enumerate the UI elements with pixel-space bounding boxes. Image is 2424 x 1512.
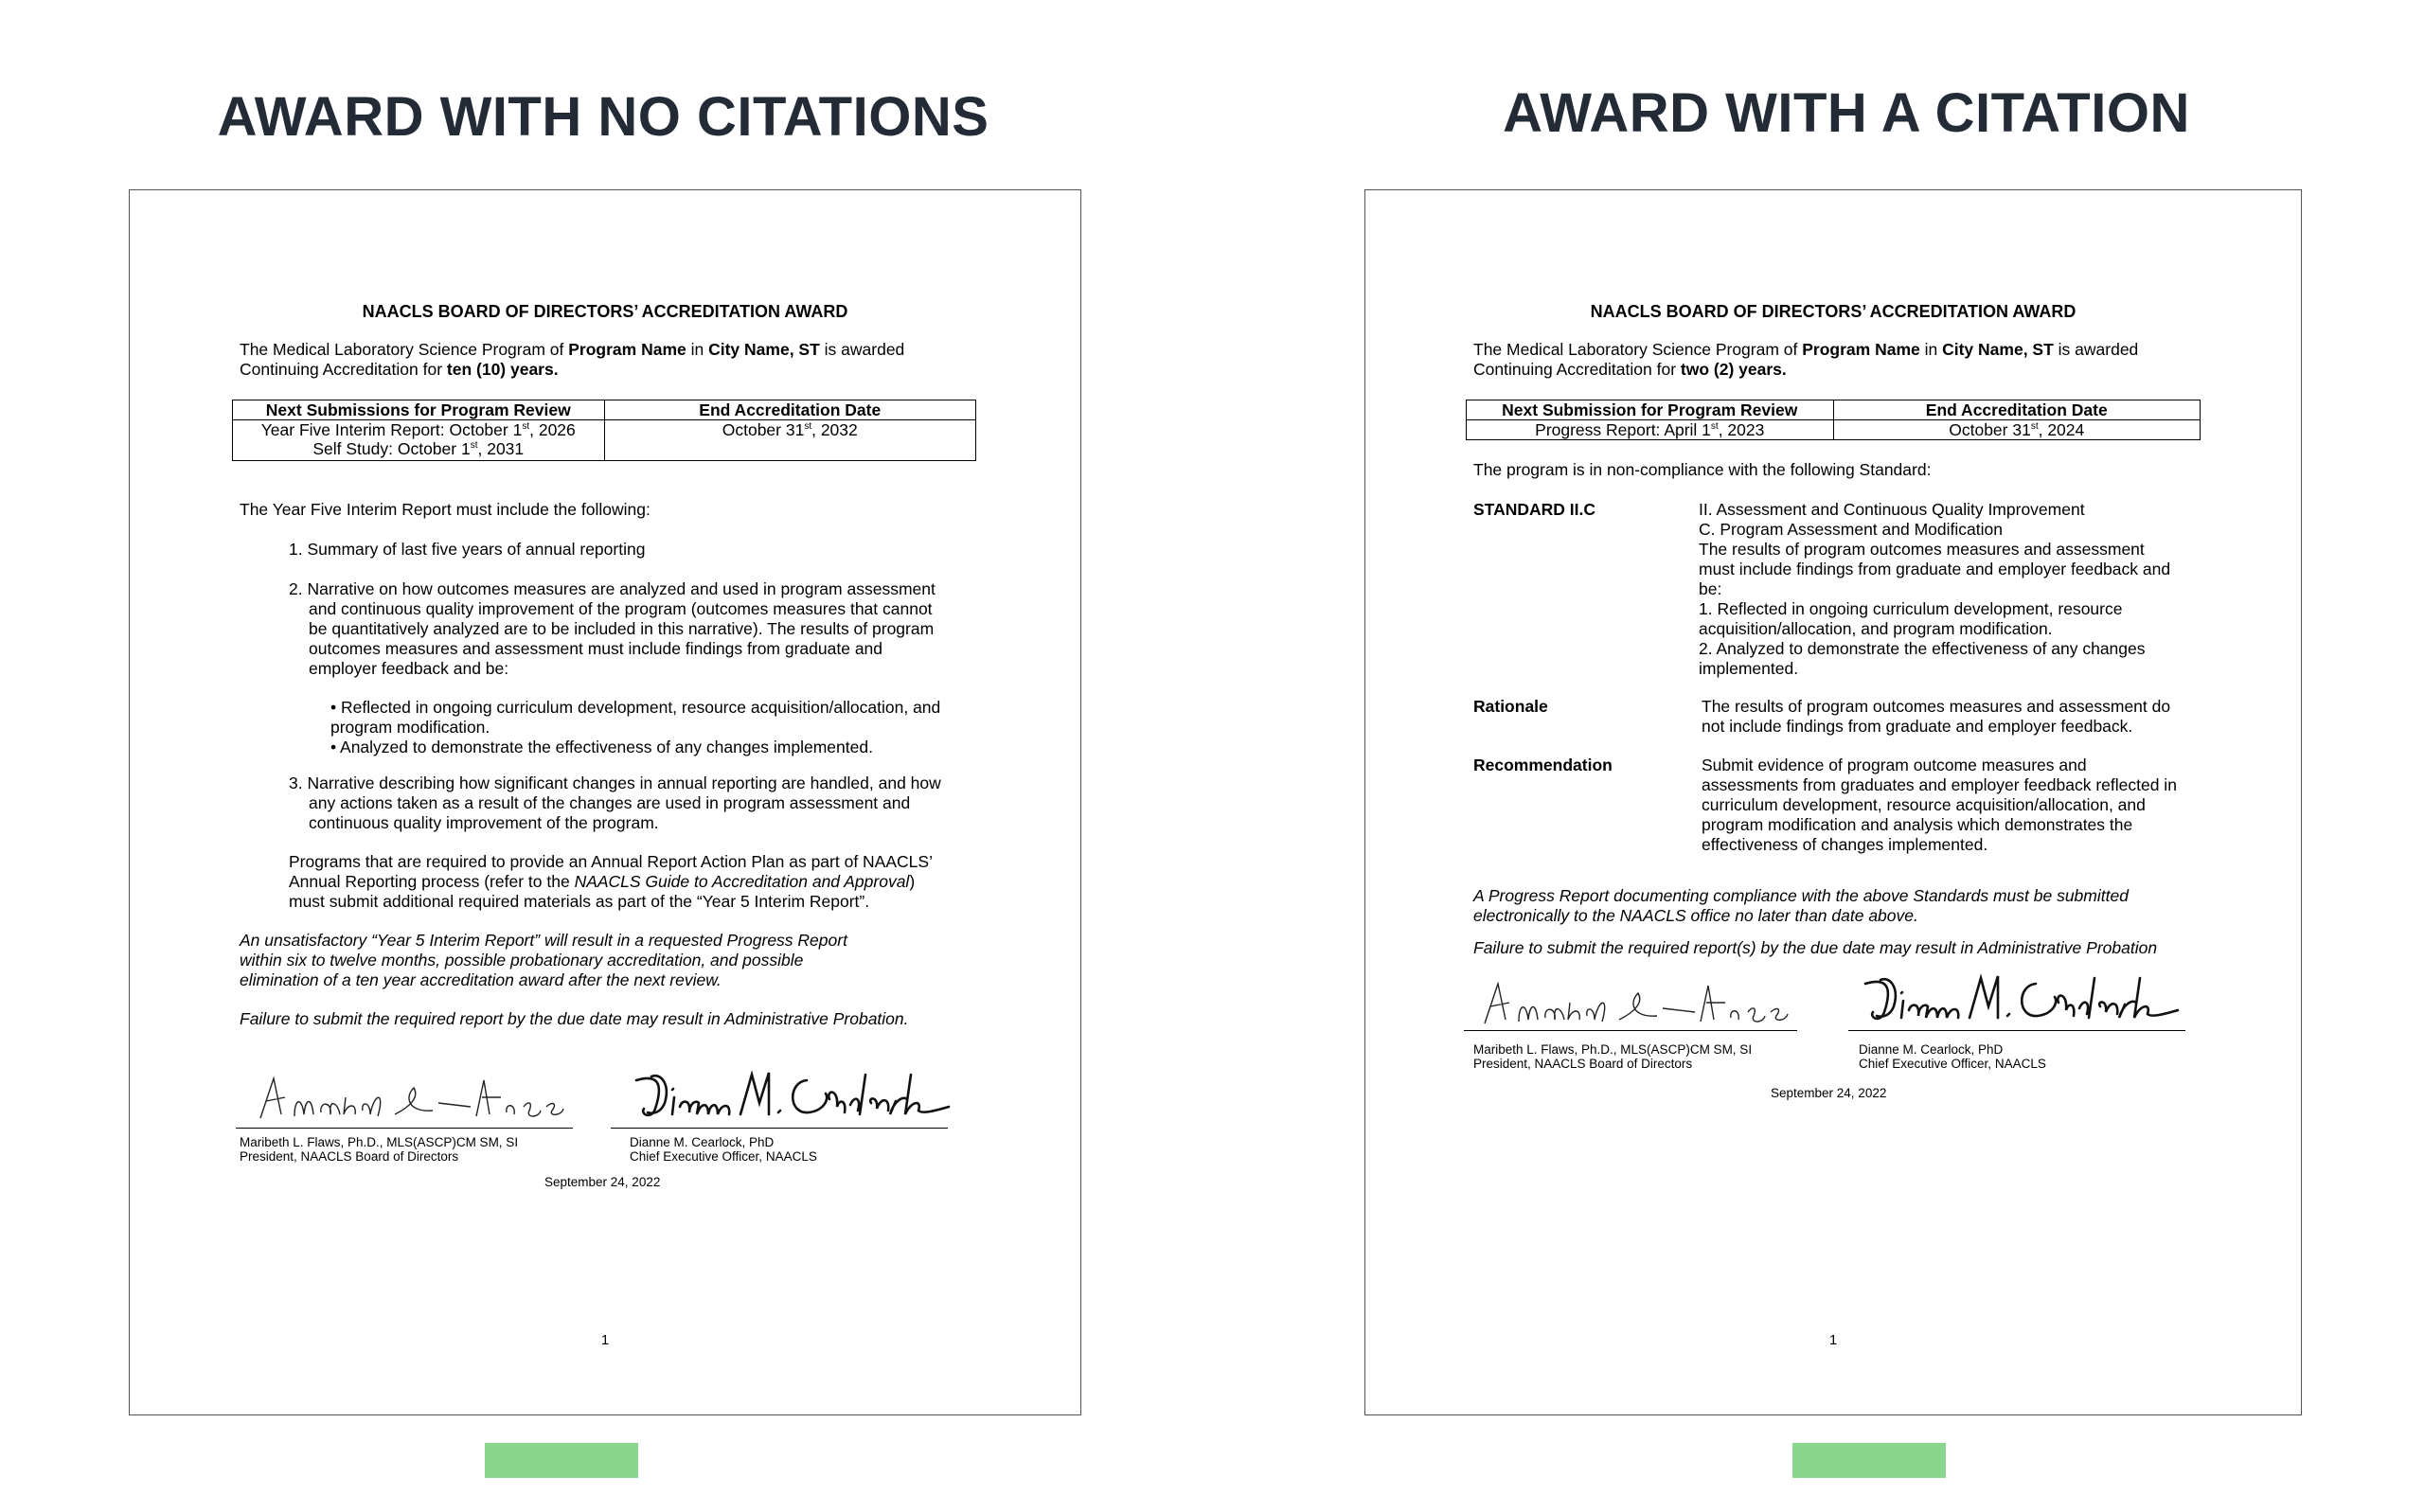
signature-line-2 <box>611 1128 948 1129</box>
failure-statement: Failure to submit the required report(s) by the due date may result in Administrative Probation <box>1473 938 2158 957</box>
failure-statement: Failure to submit the required report by the due date may result in Administrative Probation. <box>240 1009 909 1028</box>
table-header-end-date: End Accreditation Date <box>1833 400 2201 420</box>
signature-cearlock <box>627 1061 954 1130</box>
page-number: 1 <box>1828 1332 1838 1348</box>
table-cell-end-date: October 31st, 2032 <box>604 420 976 461</box>
signer-1-block: Maribeth L. Flaws, Ph.D., MLS(ASCP)CM SM, SI President, NAACLS Board of Directors <box>240 1135 519 1164</box>
signer-2-block: Dianne M. Cearlock, PhD Chief Executive Officer, NAACLS <box>630 1135 817 1164</box>
programs-paragraph: Programs that are required to provide an Annual Report Action Plan as part of NAACLS’ Annual Reporting process (refer to the NAACLS Guide to Accreditation and Approval) must submit additional required materials as part of the “Year 5 Interim Report”. <box>289 852 933 911</box>
submissions-table <box>1466 400 2201 440</box>
intro-paragraph: The Medical Laboratory Science Program of Program Name in City Name, ST is awarded Continuing Accreditation for two (2) years. <box>1473 340 2139 379</box>
document-title: NAACLS BOARD OF DIRECTORS’ ACCREDITATION AWARD <box>362 302 848 321</box>
table-cell-submission: Progress Report: April 1st, 2023 <box>1467 420 1834 440</box>
intro-paragraph: The Medical Laboratory Science Program of Program Name in City Name, ST is awarded Continuing Accreditation for ten (10) years. <box>240 340 905 379</box>
signature-cearlock <box>1856 965 2183 1033</box>
unsatisfactory-paragraph: An unsatisfactory “Year 5 Interim Report” will result in a requested Progress Report within six to twelve months, possible probationary accreditation, and possible elimination of a ten year accreditation award after the next review. <box>240 931 847 989</box>
heading-with-citation: AWARD WITH A CITATION <box>1503 82 2190 144</box>
signature-line-1 <box>236 1128 573 1129</box>
green-tab-left <box>485 1443 638 1478</box>
rationale-label: Rationale <box>1473 697 1548 716</box>
table-cell-submissions: Year Five Interim Report: October 1st, 2026 Self Study: October 1st, 2031 <box>233 420 605 461</box>
table-header-next-submission: Next Submission for Program Review <box>1467 400 1834 420</box>
award-document-with-citation <box>1364 189 2302 1415</box>
table-cell-end-date: October 31st, 2024 <box>1833 420 2201 440</box>
page-number: 1 <box>600 1332 610 1348</box>
must-include-text: The Year Five Interim Report must include the following: <box>240 500 651 519</box>
recommendation-label: Recommendation <box>1473 756 1613 774</box>
standard-text: II. Assessment and Continuous Quality Improvement C. Program Assessment and Modification The results of program outcomes measures and assessment must include findings from graduate and employer feedback and be: 1. Reflected in ongoing curriculum development, resource acquisition/allocation, and program modification. 2. Analyzed to demonstrate the effectiveness of any changes implemented. <box>1699 500 2171 678</box>
recommendation-text: Submit evidence of program outcome measures and assessments from graduates and employer feedback reflected in curriculum development, resource acquisition/allocation, and program modification and analysis which demonstrates the effectiveness of changes implemented. <box>1702 756 2177 854</box>
progress-report-paragraph: A Progress Report documenting compliance with the above Standards must be submitted electronically to the NAACLS office no later than date above. <box>1473 886 2129 925</box>
heading-no-citations: AWARD WITH NO CITATIONS <box>217 86 989 148</box>
award-document-no-citations <box>129 189 1081 1415</box>
signature-line-1 <box>1464 1030 1797 1031</box>
signature-line-2 <box>1848 1030 2185 1031</box>
standard-label: STANDARD II.C <box>1473 500 1595 519</box>
signature-flaws <box>1477 974 1799 1033</box>
list-item-1: 1. Summary of last five years of annual reporting <box>289 540 646 559</box>
document-title: NAACLS BOARD OF DIRECTORS’ ACCREDITATION AWARD <box>1590 302 2076 321</box>
bullet-list: • Reflected in ongoing curriculum development, resource acquisition/allocation, and program modification. • Analyzed to demonstrate the effectiveness of any changes implemented. <box>330 698 941 756</box>
signature-flaws <box>253 1069 575 1128</box>
rationale-text: The results of program outcomes measures and assessment do not include findings from graduate and employer feedback. <box>1702 697 2171 736</box>
submissions-table <box>232 400 976 461</box>
table-header-end-date: End Accreditation Date <box>604 400 976 420</box>
signer-2-block: Dianne M. Cearlock, PhD Chief Executive Officer, NAACLS <box>1859 1042 2046 1071</box>
noncompliance-text: The program is in non-compliance with the following Standard: <box>1473 460 1932 479</box>
list-item-3: 3. Narrative describing how significant changes in annual reporting are handled, and how any actions taken as a result of the changes are used in program assessment and continuous quality improvement of the program. <box>289 774 941 832</box>
table-header-next-submissions: Next Submissions for Program Review <box>233 400 605 420</box>
green-tab-right <box>1792 1443 1946 1478</box>
list-item-2: 2. Narrative on how outcomes measures are analyzed and used in program assessment and continuous quality improvement of the program (outcomes measures that cannot be quantitatively analyzed are to be included in this narrative). The results of program outcomes measures and assessment must include findings from graduate and employer feedback and be: <box>289 579 936 678</box>
signature-date: September 24, 2022 <box>544 1175 661 1189</box>
signer-1-block: Maribeth L. Flaws, Ph.D., MLS(ASCP)CM SM, SI President, NAACLS Board of Directors <box>1473 1042 1753 1071</box>
signature-date: September 24, 2022 <box>1771 1086 1887 1100</box>
